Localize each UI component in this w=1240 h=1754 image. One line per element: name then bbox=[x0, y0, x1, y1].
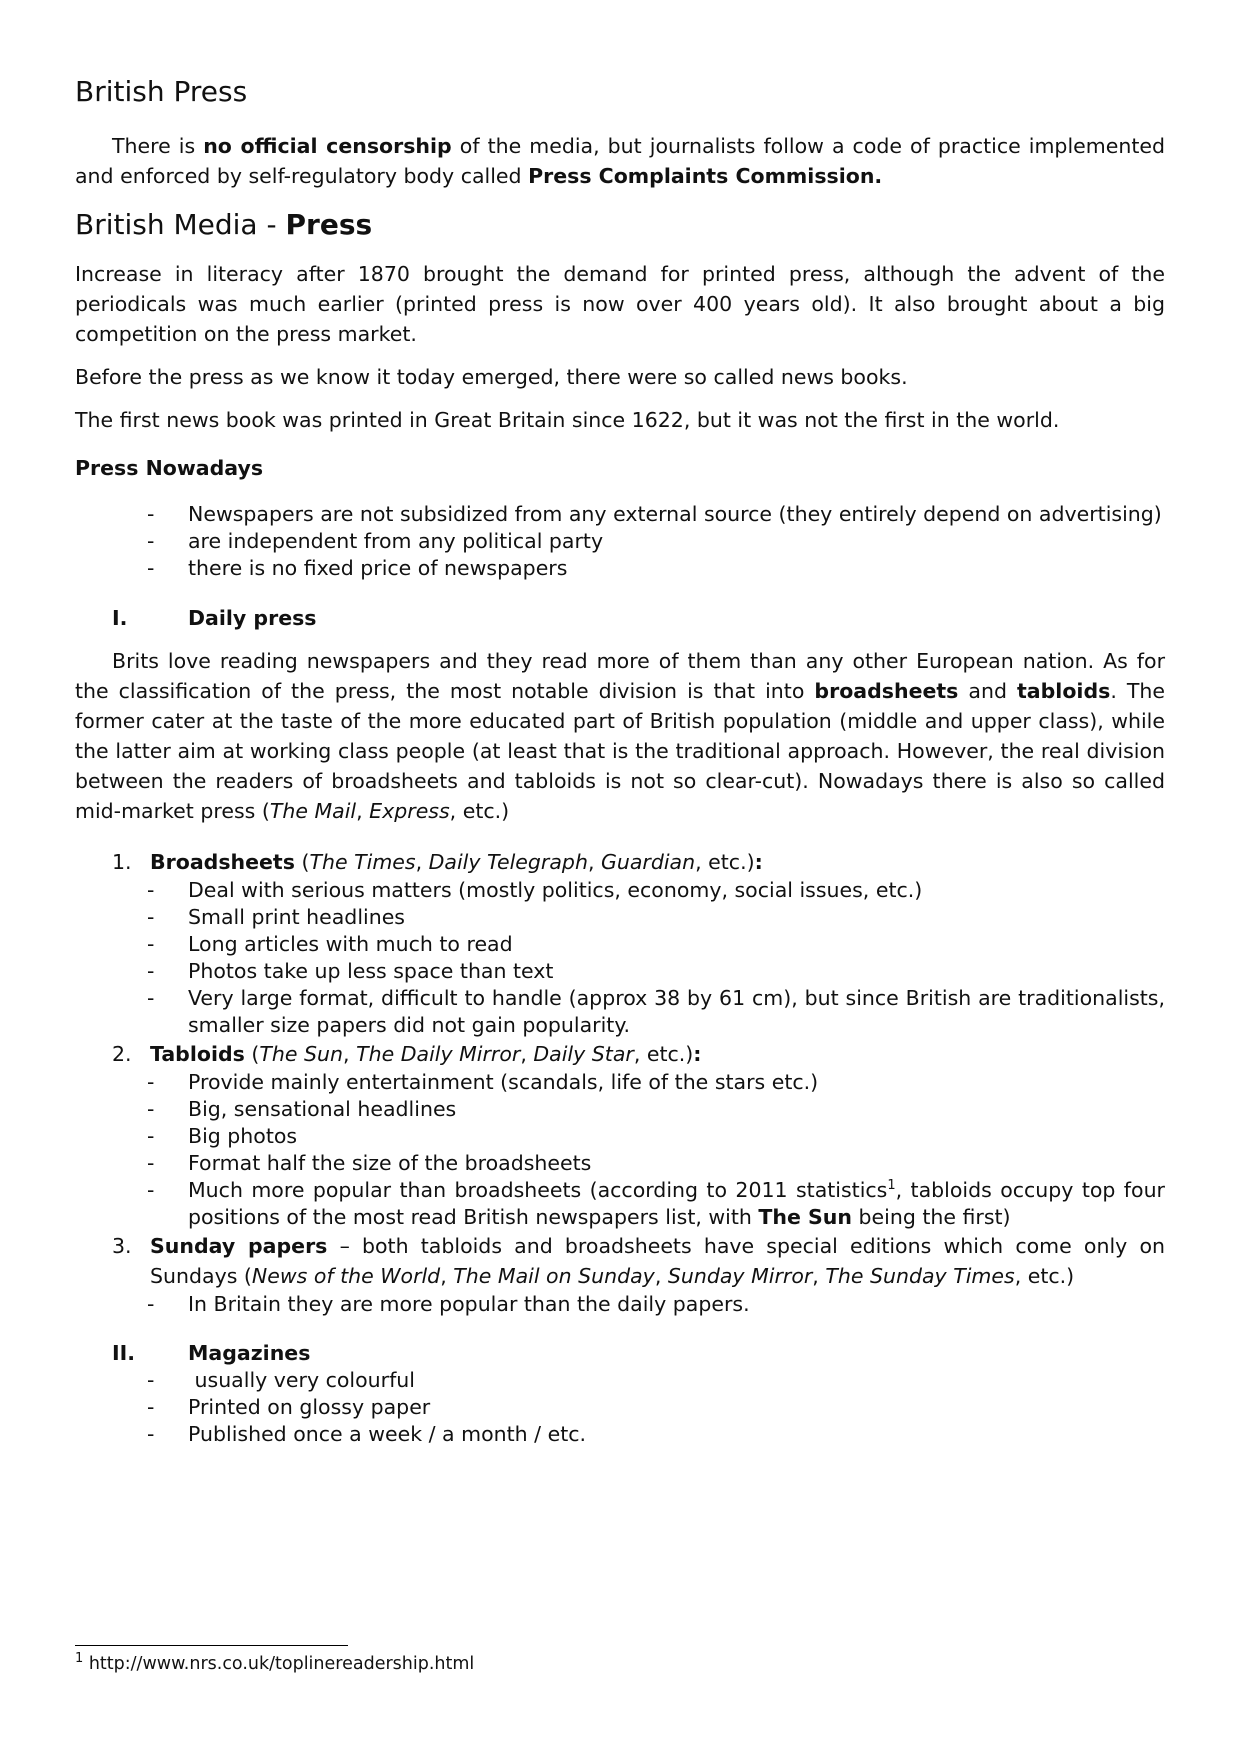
list-item: - Big photos bbox=[150, 1123, 1165, 1150]
daily-press-heading: I. Daily press bbox=[112, 606, 317, 630]
press-nowadays-heading: Press Nowadays bbox=[75, 456, 264, 480]
footnote: $^1$ http://www.nrs.co.uk/toplinereadership.html bbox=[75, 1651, 475, 1674]
list-item: - Printed on glossy paper bbox=[75, 1394, 1165, 1421]
newspaper-types-list bbox=[75, 847, 1165, 1318]
daily-press-paragraph: Brits love reading newspapers and they read more of them than any other European nation. As for the classification of the press, the most notable division is that into broadsheets and tabloids. The former cater at the taste of the more educated part of British population (middle and upper class), while the latter aim at working class people (at least that is the traditional approach. However, the real division between the readers of broadsheets and tabloids is not so clear-cut). Nowadays there is also so called mid-market press (The Mail, Express, etc.) bbox=[75, 649, 1165, 823]
list-item: - In Britain they are more popular than the daily papers. bbox=[150, 1291, 1165, 1318]
paragraph-news-books: Before the press as we know it today emerged, there were so called news books. bbox=[75, 365, 908, 389]
footnote-reference[interactable]: 1 bbox=[887, 1178, 896, 1194]
broadsheets-features bbox=[150, 877, 1165, 1039]
footnote-separator bbox=[75, 1645, 348, 1646]
list-item: - Published once a week / a month / etc. bbox=[75, 1421, 1165, 1448]
paragraph-first-news-book: The first news book was printed in Great Britain since 1622, but it was not the first in the world. bbox=[75, 408, 1060, 432]
list-item: - usually very colourful bbox=[75, 1367, 1165, 1394]
intro-paragraph: There is no official censorship of the media, but journalists follow a code of practice implemented and enforced by self-regulatory body called Press Complaints Commission. bbox=[75, 134, 1165, 188]
list-item: - Provide mainly entertainment (scandals, life of the stars etc.) bbox=[150, 1069, 1165, 1096]
footnote-link[interactable]: http://www.nrs.co.uk/toplinereadership.html bbox=[83, 1654, 475, 1674]
list-item: - Big, sensational headlines bbox=[150, 1096, 1165, 1123]
list-item: - Long articles with much to read bbox=[150, 931, 1165, 958]
section-title: British Media - Press bbox=[75, 208, 373, 241]
list-item: - Photos take up less space than text bbox=[150, 958, 1165, 985]
document-page bbox=[75, 72, 1165, 1448]
list-item: - Format half the size of the broadsheets bbox=[150, 1150, 1165, 1177]
list-item: - are independent from any political party bbox=[75, 528, 1165, 555]
list-item: - Very large format, difficult to handle (approx 38 by 61 cm), but since British are traditionalists, smaller size papers did not gain popularity. bbox=[150, 985, 1165, 1039]
list-item: - Small print headlines bbox=[150, 904, 1165, 931]
tabloids-item: 2. Tabloids (The Sun, The Daily Mirror, Daily Star, etc.): - Provide mainly entertainment (scandals, life of the stars etc.) - Big, sensational headlines - Big photos - Format half the size of the broadsheets - Much more popular than broadsheets (according to 2011 statistics$^1$, tabloids occupy top four positions of the most read British newspapers list, with The Sun being the first) bbox=[75, 1039, 1165, 1231]
magazines-list bbox=[75, 1367, 1165, 1448]
tabloids-features bbox=[150, 1069, 1165, 1231]
list-item: - Deal with serious matters (mostly politics, economy, social issues, etc.) bbox=[150, 877, 1165, 904]
paragraph-literacy: Increase in literacy after 1870 brought the demand for printed press, although the advent of the periodicals was much earlier (printed press is now over 400 years old). It also brought about a big competition on the press market. bbox=[75, 262, 1165, 346]
sunday-papers-features bbox=[150, 1291, 1165, 1318]
sunday-papers-item: 3. Sunday papers – both tabloids and broadsheets have special editions which come only on Sundays (News of the World, The Mail on Sunday, Sunday Mirror, The Sunday Times, etc.) - In Britain they are more popular than the daily papers. bbox=[75, 1231, 1165, 1318]
press-nowadays-list bbox=[75, 501, 1165, 582]
page-title: British Press bbox=[75, 75, 248, 108]
list-item: - Much more popular than broadsheets (according to 2011 statistics$^1$, tabloids occupy top four positions of the most read British newspapers list, with The Sun being the first) bbox=[150, 1177, 1165, 1231]
list-item: - Newspapers are not subsidized from any external source (they entirely depend on advertising) bbox=[75, 501, 1165, 528]
magazines-heading: II. Magazines bbox=[112, 1341, 311, 1365]
broadsheets-item: 1. Broadsheets (The Times, Daily Telegraph, Guardian, etc.): - Deal with serious matters (mostly politics, economy, social issues, etc.) - Small print headlines - Long articles with much to read - Photos take up less space than text - Very large format, difficult to handle (approx 38 by 61 cm), but since British are traditionalists, smaller size papers did not gain popularity. bbox=[75, 847, 1165, 1039]
list-item: - there is no fixed price of newspapers bbox=[75, 555, 1165, 582]
